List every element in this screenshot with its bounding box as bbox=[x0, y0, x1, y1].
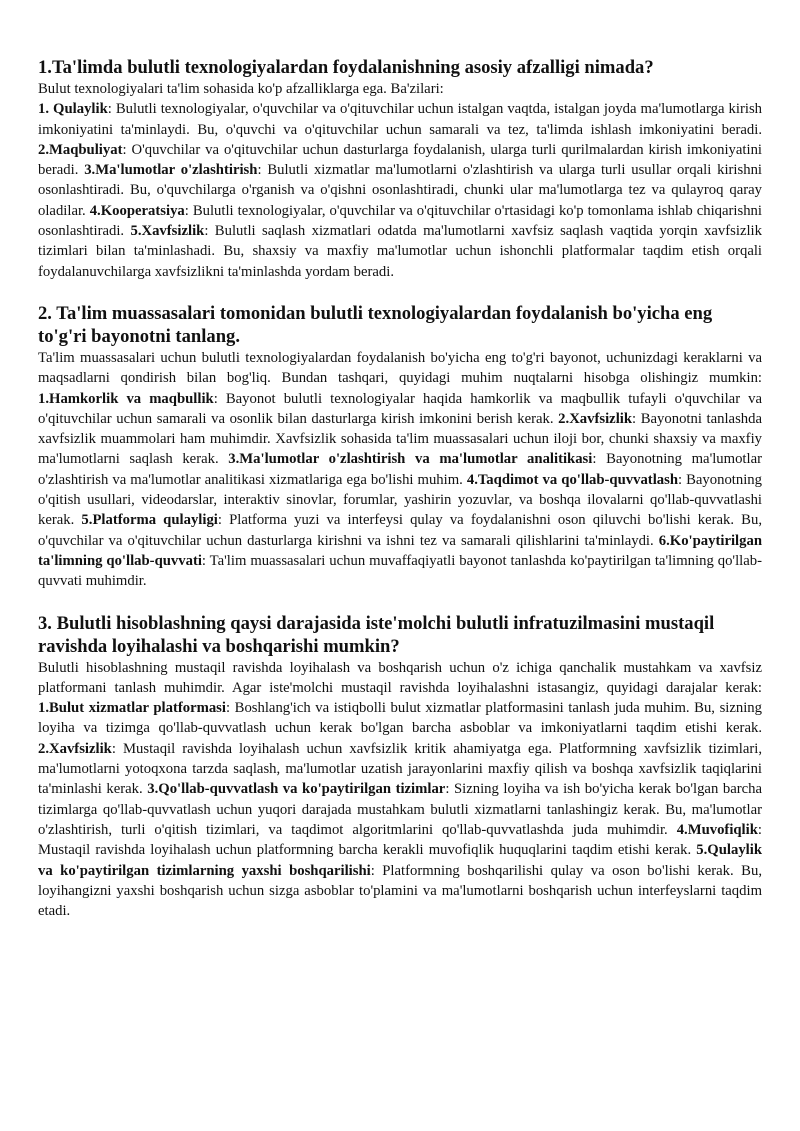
answer-text: : Mustaqil ravishda loyihalash uchun xavfsizlik kritik ahamiyatga ega. Platformning xavfsizlik tizimlari, ma'lumotlarni yotoqxona tarzda saqlash, ma'lumotlar uzatish jarayonlarini maxfiy qilish va boshqa xavfsizlik taqiqlarini ta'minlashi kerak. bbox=[38, 740, 762, 798]
answer-point-heading: 5.Qulaylik va ko'paytirilgan tizimlarning yaxshi boshqarilishi bbox=[38, 842, 762, 879]
question-section bbox=[38, 56, 762, 282]
answer-text: : Mustaqil ravishda loyihalash uchun platformning barcha kerakli muvofiqlik huquqlarini taqdim etishi kerak. bbox=[38, 821, 762, 859]
answer-text: : Ta'lim muassasalari uchun muvaffaqiyatli bayonot tanlashda ko'paytirilgan ta'limning qo'llab-quvvati muhimdir. bbox=[38, 552, 762, 590]
answer-paragraph bbox=[38, 348, 762, 592]
answer-point-heading: 5.Xavfsizlik bbox=[130, 223, 205, 240]
document-page bbox=[38, 56, 762, 941]
answer-text: : Bulutli texnologiyalar, o'quvchilar va o'qituvchilar uchun istalgan vaqtda, istalgan joyda ma'lumotlarga kirish imkoniyatini ta'minlaydi. Bu, o'quvchi va o'qituvchilar uchun samarali va tez, ta'limda ishlash imkoniyatini beradi. bbox=[38, 101, 762, 138]
answer-paragraph bbox=[38, 658, 762, 922]
question-intro: Bulut texnologiyalari ta'lim sohasida ko'p afzalliklarga ega. Ba'zilari: bbox=[38, 81, 444, 97]
question-section bbox=[38, 612, 762, 922]
answer-point-heading: 4.Muvofiqlik bbox=[676, 821, 758, 838]
answer-point-heading: 2.Xavfsizlik bbox=[558, 410, 633, 427]
answer-point-heading: 3.Ma'lumotlar o'zlashtirish bbox=[84, 162, 258, 179]
question-section bbox=[38, 302, 762, 592]
question-title: 2. Ta'lim muassasalari tomonidan bulutli texnologiyalardan foydalanish bo'yicha eng to'g'ri bayonotni tanlang. bbox=[38, 302, 713, 347]
answer-text: : Bulutli xizmatlar ma'lumotlarni o'zlashtirish va ularga turli usullar orqali kirishni osonlashtiradi. Bu, o'quvchilarga o'rganish va o'qishni osonlashtiradi, chunki ular ma'lumotlarga tez va qulayroq qaray oladilar. bbox=[38, 162, 762, 219]
answer-point-heading: 3.Ma'lumotlar o'zlashtirish va ma'lumotlar analitikasi bbox=[228, 451, 593, 468]
answer-point-heading: 3.Qo'llab-quvvatlash va ko'paytirilgan tizimlar bbox=[147, 781, 446, 798]
question-title: 1.Ta'limda bulutli texnologiyalardan foydalanishning asosiy afzalligi nimada? bbox=[38, 57, 654, 78]
answer-point-heading: 5.Platforma qulayligi bbox=[81, 512, 218, 529]
answer-text: Ta'lim muassasalari uchun bulutli texnologiyalardan foydalanish bo'yicha eng to'g'ri bayonot, uchunizdagi keraklarni va maqsadlarni qondirish bilan bog'liq. Bundan tashqari, quyidagi muhim nuqtalarni hisobga olishingiz mumkin: bbox=[38, 349, 762, 387]
answer-text: : Bulutli saqlash xizmatlari odatda ma'lumotlarni xavfsiz saqlash vaqtida yorqin xavfsizlik tizimlari bilan ta'minlashadi. Bu, shaxsiy va maxfiy ma'lumotlar uchun ishonchli platformalar taqdim etish orqali foydalanuvchilarga xavfsizlikni ta'minlashda yordam beradi. bbox=[38, 223, 762, 280]
answer-point-heading: 1.Bulut xizmatlar platformasi bbox=[38, 700, 226, 717]
answer-text: Bulutli hisoblashning mustaqil ravishda loyihalash va boshqarish uchun o'z ichiga qanchalik mustahkam va xavfsiz platformani tanlash muhimdir. Agar iste'molchi mustaqil ravishda loyihalashni istasangiz, quyidagi darajalar kerak: bbox=[38, 659, 762, 696]
answer-text: : Bayonotni tanlashda xavfsizlik muammolari ham muhimdir. Xavfsizlik sohasida ta'lim muassasalari uchun iloji bor, chunki shaxsiy va maxfiy ma'lumotlarni saqlash kerak. bbox=[38, 410, 763, 468]
answer-point-heading: 4.Taqdimot va qo'llab-quvvatlash bbox=[466, 471, 678, 488]
answer-text: : Platformning boshqarilishi qulay va oson bo'lishi kerak. Bu, loyihangizni yaxshi boshqarish uchun sizga asboblar to'plamini va ma'lumotlarni boshqarish uchun interfeyslarni taqdim etadi. bbox=[38, 862, 762, 920]
answer-point-heading: 1. Qulaylik bbox=[38, 101, 108, 118]
answer-point-heading: 2.Maqbuliyat bbox=[38, 141, 123, 158]
answer-text: : Sizning loyiha va ish bo'yicha kerak bo'lgan barcha tizimlarga qo'llab-quvvatlash uchun yuqori darajada mustahkam bulutli xizmatlarni tanlashingiz kerak. Bu, ma'lumotlar o'zlashtirish, turli o'qitish tizimlari, va taqdimot algoritmlarini qo'llab-quvvatlashda juda muhimdir. bbox=[38, 781, 762, 838]
answer-text: : Bayonotning o'qitish usullari, videodarslar, interaktiv sinovlar, forumlar, yashirin yozuvlar, va boshqa ilovalarni qo'llab-quvvatlashi kerak. bbox=[38, 471, 762, 529]
answer-point-heading: 4.Kooperatsiya bbox=[89, 202, 185, 219]
answer-text: : Platforma yuzi va interfeysi qulay va foydalanishni oson qiluvchi bo'lishi kerak. Bu, o'quvchilar va o'qituvchilar uchun dasturlarga kirishni va ishni tez va samarali qilishlarini ta'minlaydi. bbox=[38, 512, 762, 549]
answer-text: : Bayonotning ma'lumotlar o'zlashtirish va ma'lumotlar analitikasi xizmatlariga ega bo'lishi muhim. bbox=[38, 451, 762, 488]
answer-text: : Bayonot bulutli texnologiyalar haqida hamkorlik va maqbullik tufayli o'quvchilar va o'qituvchilar uchun samarali va osonlik bilan dasturlarga kirish imkonini berish kerak. bbox=[38, 390, 763, 427]
answer-point-heading: 1.Hamkorlik va maqbullik bbox=[38, 390, 214, 407]
answer-text: : Boshlang'ich va istiqbolli bulut xizmatlar platformasini tanlash juda muhim. Bu, sizning loyiha va tizimga qo'llab-quvvatlash uchun kerak bo'lgan barcha asboblar va imkoniyatlarni taqdim etishi kerak. bbox=[38, 700, 762, 737]
answer-text: : O'quvchilar va o'qituvchilar uchun dasturlarga foydalanish, ularga turli qurilmalardan kirish imkoniyatini beradi. bbox=[38, 141, 762, 179]
answer-point-heading: 2.Xavfsizlik bbox=[38, 740, 112, 757]
answer-text: : Bulutli texnologiyalar, o'quvchilar va o'qituvchilar o'rtasidagi ko'p tomonlama ishlab chiqarishni osonlashtiradi. bbox=[38, 202, 762, 240]
answer-paragraph bbox=[38, 99, 762, 282]
question-title: 3. Bulutli hisoblashning qaysi darajasida iste'molchi bulutli infratuzilmasini mustaqil ravishda loyihalashi va boshqarishi mumkin? bbox=[38, 612, 715, 657]
answer-point-heading: 6.Ko'paytirilgan ta'limning qo'llab-quvvati bbox=[38, 532, 762, 569]
